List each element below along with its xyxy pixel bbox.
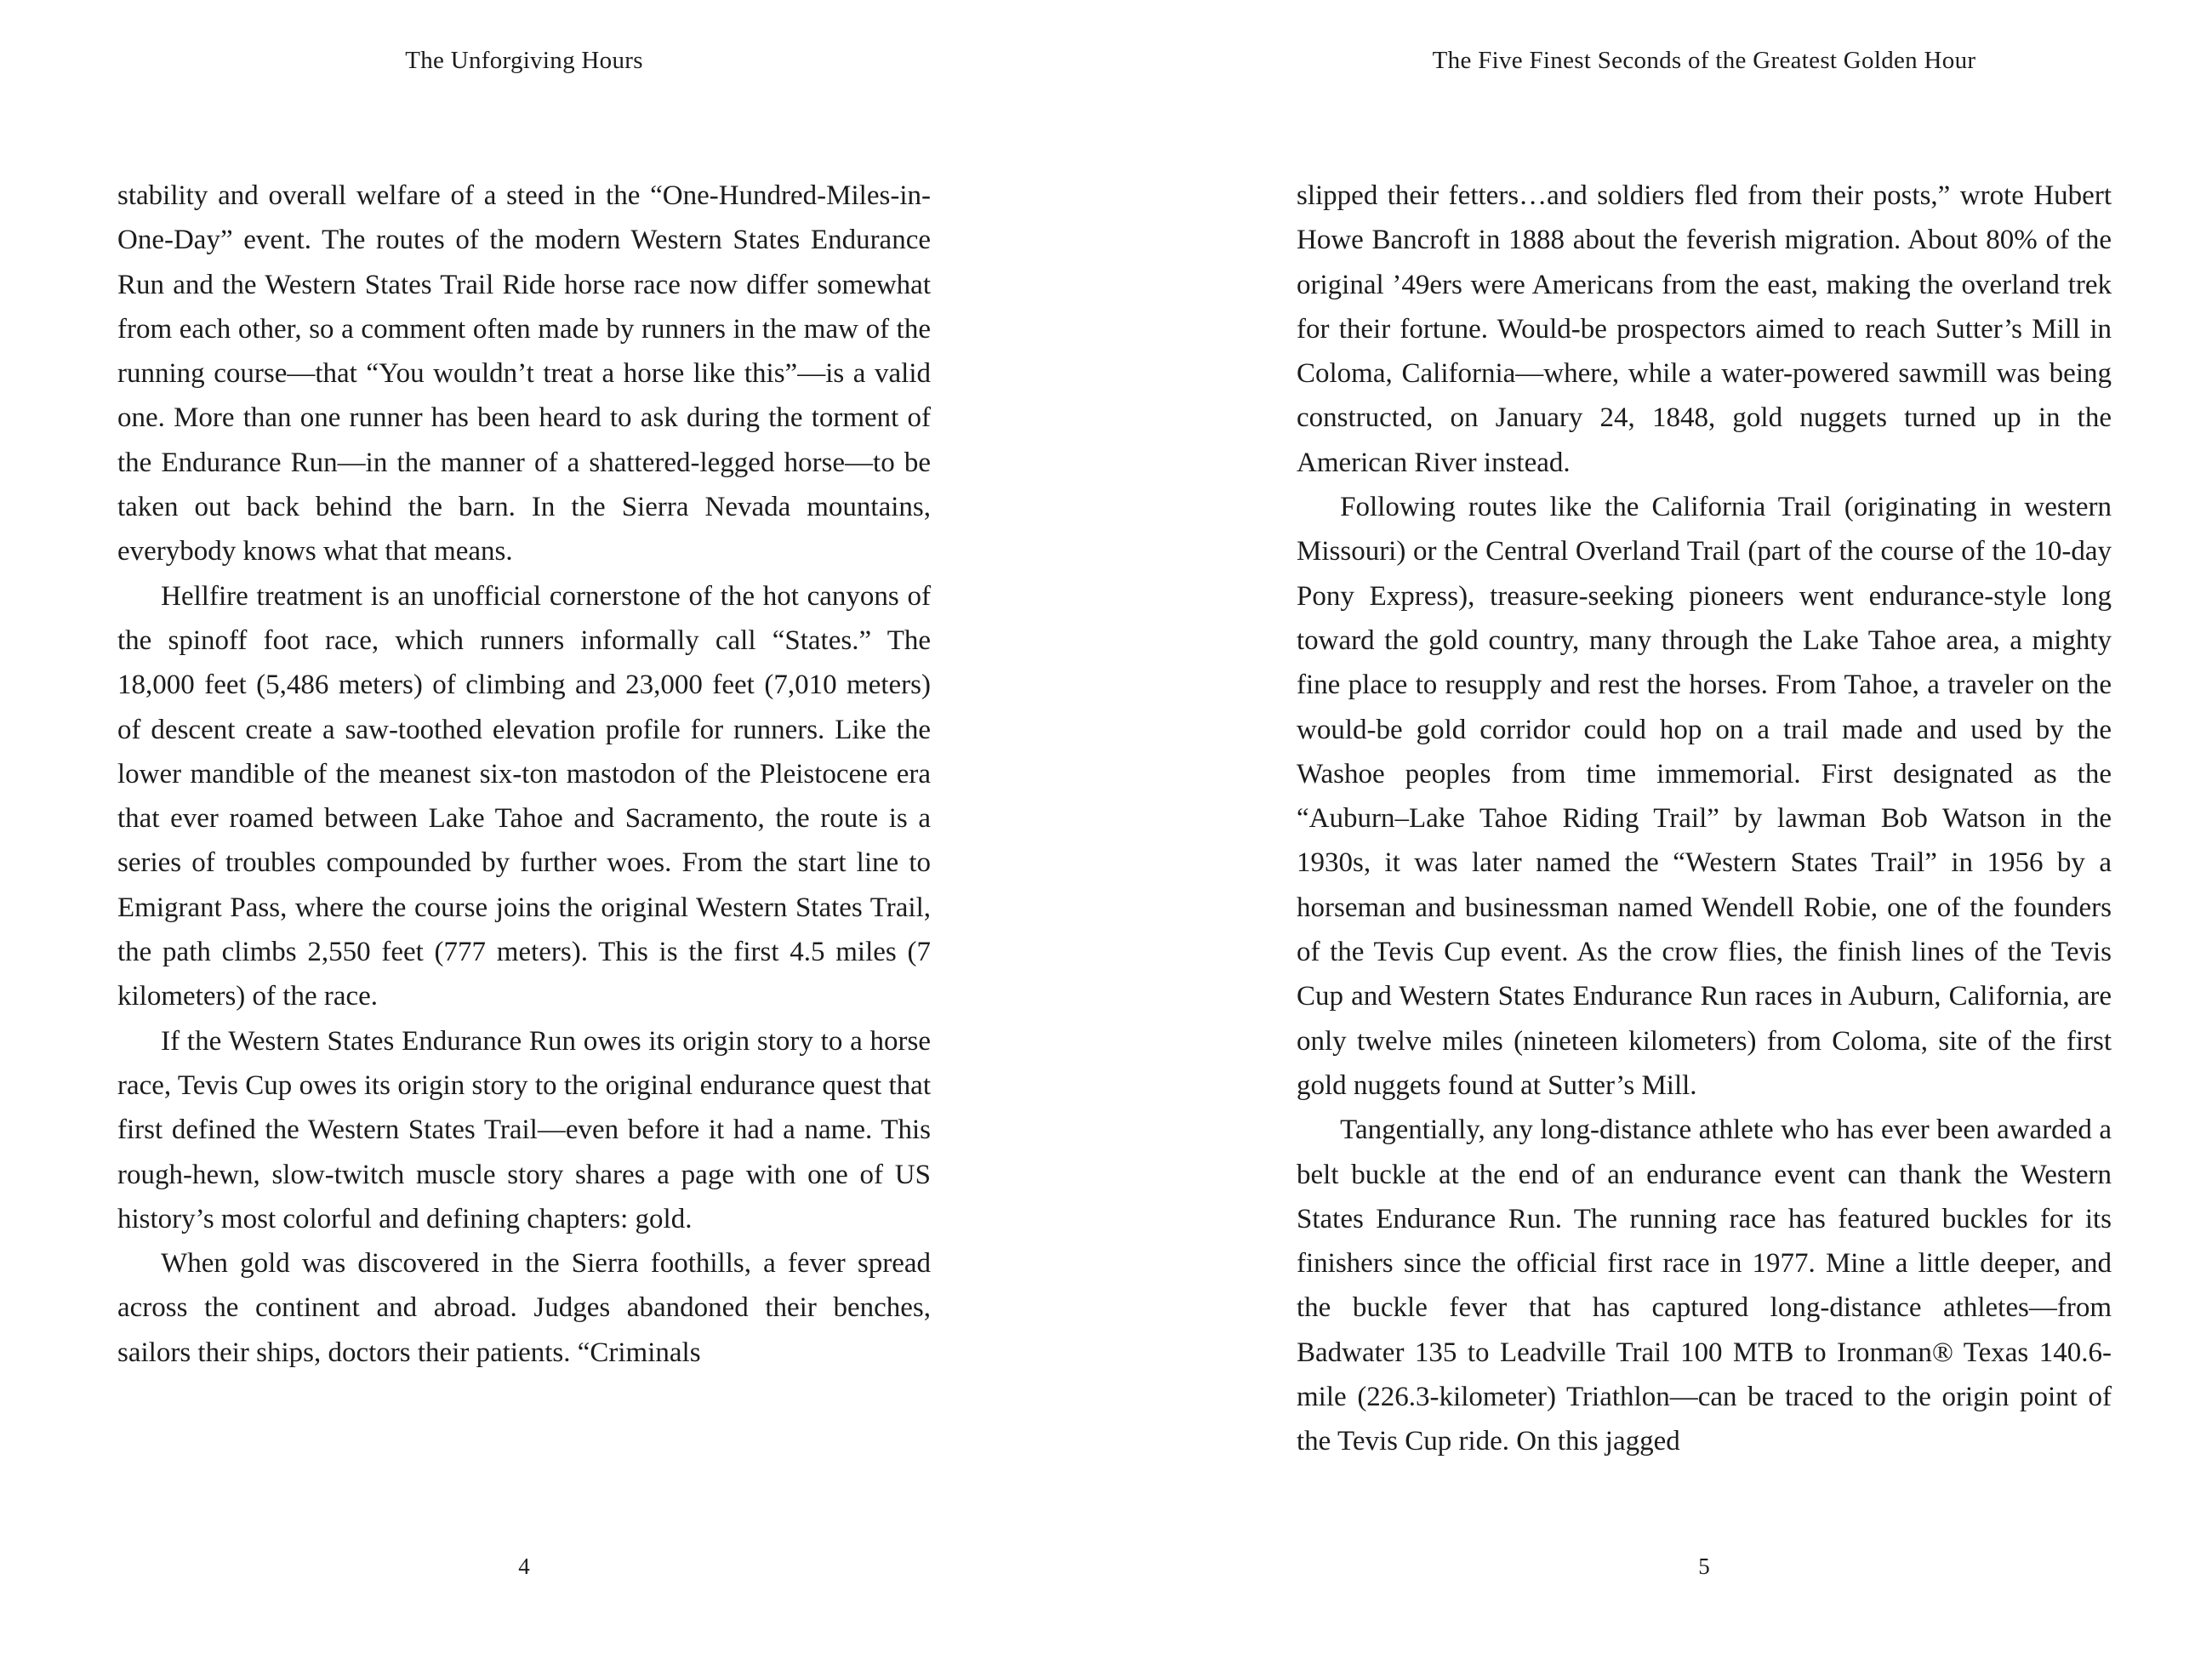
paragraph: Following routes like the California Trail (originating in western Missouri) or the Central Overland Trail (part of the course of the 10-day Pony Express), treasure-seeking pioneers went endurance-style long toward the gold country, many through the Lake Tahoe area, a mighty fine place to resupply and rest the horses. From Tahoe, a traveler on the would-be gold corridor could hop on a trail made and used by the Washoe peoples from time immemorial. First designated as the “Auburn–Lake Tahoe Riding Trail” by lawman Bob Watson in the 1930s, it was later named the “Western States Trail” in 1956 by a horseman and businessman named Wendell Robie, one of the founders of the Tevis Cup event. As the crow flies, the finish lines of the Tevis Cup and Western States Endurance Run races in Auburn, California, are only twelve miles (nineteen kilometers) from Coloma, site of the first gold nuggets found at Sutter’s Mill. xyxy=(1297,492,2112,1101)
right-page xyxy=(1106,0,2212,1659)
left-page-body xyxy=(117,174,931,1375)
left-running-head: The Unforgiving Hours xyxy=(405,47,643,74)
paragraph: Hellfire treatment is an unofficial cornerstone of the hot canyons of the spinoff foot race, which runners informally call “States.” The 18,000 feet (5,486 meters) of climbing and 23,000 feet (7,010 meters) of descent create a saw-toothed elevation profile for runners. Like the lower mandible of the meanest six-ton mastodon of the Pleistocene era that ever roamed between Lake Tahoe and Sacramento, the route is a series of troubles compounded by further woes. From the start line to Emigrant Pass, where the course joins the original Western States Trail, the path climbs 2,550 feet (777 meters). This is the first 4.5 miles (7 kilometers) of the race. xyxy=(117,580,931,1012)
left-page-number: 4 xyxy=(518,1554,530,1579)
paragraph: If the Western States Endurance Run owes its origin story to a horse race, Tevis Cup owes its origin story to the original endurance quest that first defined the Western States Trail—even before it had a name. This rough-hewn, slow-twitch muscle story shares a page with one of US history’s most colorful and defining chapters: gold. xyxy=(117,1025,931,1234)
right-page-number: 5 xyxy=(1698,1554,1710,1579)
paragraph-continuation: slipped their fetters…and soldiers fled from their posts,” wrote Hubert Howe Bancroft in 1888 about the feverish migration. About 80% of the original ’49ers were Americans from the east, making the overland trek for their fortune. Would-be prospectors aimed to reach Sutter’s Mill in Coloma, California—where, while a water-powered sawmill was being constructed, on January 24, 1848, gold nuggets turned up in the American River instead. xyxy=(1297,180,2112,478)
paragraph-continuation: stability and overall welfare of a steed in the “One-Hundred-Miles-in-One-Day” event. The routes of the modern Western States Endurance Run and the Western States Trail Ride horse race now differ somewhat from each other, so a comment often made by runners in the maw of the running course—that “You wouldn’t treat a horse like this”—is a valid one. More than one runner has been heard to ask during the torment of the Endurance Run—in the manner of a shattered-legged horse—to be taken out back behind the barn. In the Sierra Nevada mountains, everybody knows what that means. xyxy=(117,180,931,567)
right-page-body xyxy=(1297,174,2112,1464)
right-running-head: The Five Finest Seconds of the Greatest Golden Hour xyxy=(1432,47,1976,74)
paragraph: Tangentially, any long-distance athlete who has ever been awarded a belt buckle at the end of an endurance event can thank the Western States Endurance Run. The running race has featured buckles for its finishers since the official first race in 1977. Mine a little deeper, and the buckle fever that has captured long-distance athletes—from Badwater 135 to Leadville Trail 100 MTB to Ironman® Texas 140.6-mile (226.3-kilometer) Triathlon—can be traced to the origin point of the Tevis Cup ride. On this jagged xyxy=(1297,1115,2112,1457)
paragraph: When gold was discovered in the Sierra foothills, a fever spread across the continent and abroad. Judges abandoned their benches, sailors their ships, doctors their patients. “Criminals xyxy=(117,1248,931,1368)
